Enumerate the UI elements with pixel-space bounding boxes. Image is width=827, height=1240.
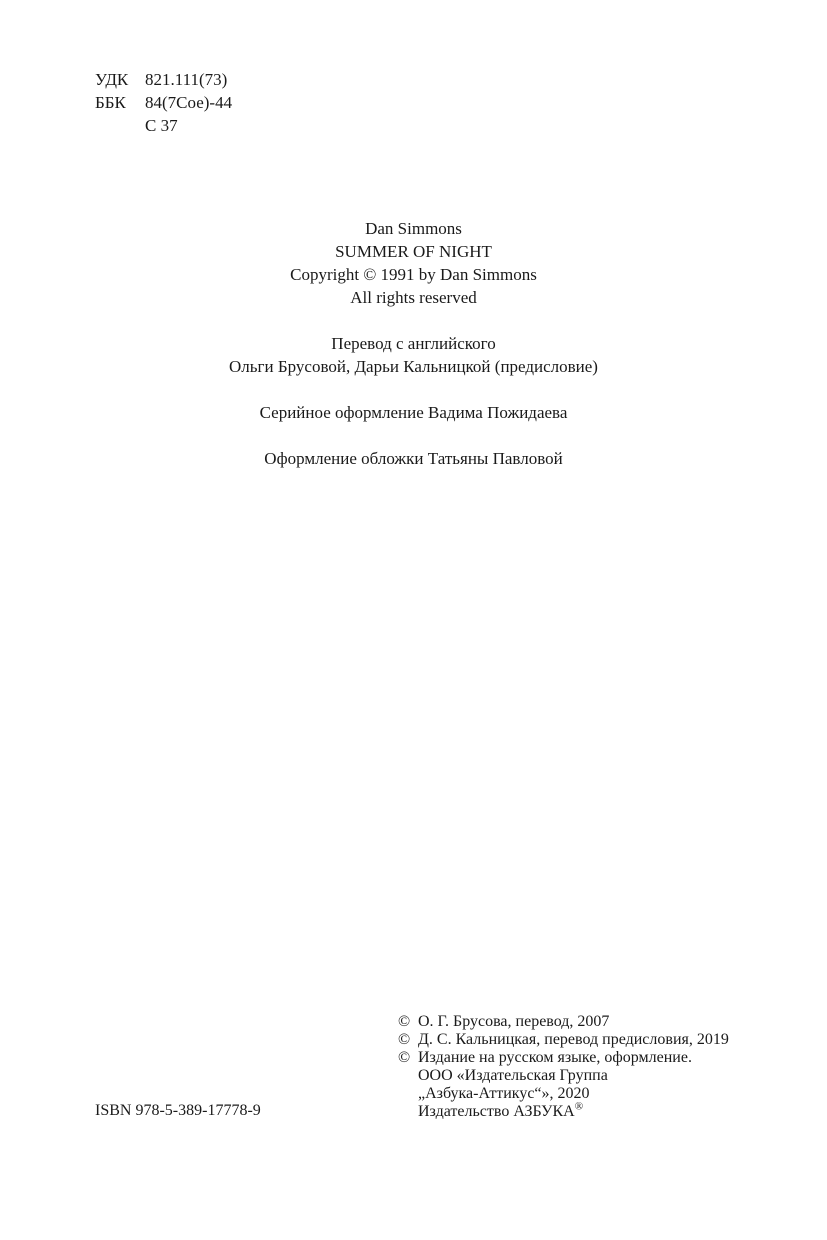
translation-line-1: Перевод с английского [331, 334, 496, 353]
original-author: Dan Simmons [365, 219, 462, 238]
bbk-value: 84(7Сое)-44 [145, 93, 233, 112]
original-title: SUMMER OF NIGHT [335, 242, 492, 261]
notice-row [398, 1049, 729, 1067]
notice-publisher-line-3 [418, 1100, 729, 1121]
author-mark: С 37 [145, 116, 178, 135]
copyright-mark: © [398, 1049, 411, 1066]
isbn: ISBN 978-5-389-17778-9 [95, 1102, 261, 1119]
udk-label: УДК [95, 70, 129, 89]
notice-edition: Издание на русском языке, оформление. [418, 1049, 692, 1066]
udk-value: 821.111(73) [145, 70, 228, 89]
notice-translation: О. Г. Брусова, перевод, 2007 [418, 1013, 610, 1030]
classification-block [95, 68, 232, 137]
series-design-group [0, 401, 827, 424]
notice-row [398, 1013, 729, 1031]
publisher-name: Издательство АЗБУКА [418, 1103, 575, 1120]
translation-group [0, 332, 827, 378]
bbk-row [95, 91, 232, 114]
notice-publisher-line-2: „Азбука-Аттикус“», 2020 [418, 1085, 590, 1102]
copyright-mark: © [398, 1031, 411, 1048]
copyright-notices [398, 1013, 729, 1121]
udk-row [95, 68, 232, 91]
translators: Ольги Брусовой, Дарьи Кальницкой (предисловие) [229, 357, 598, 376]
cover-design: Оформление обложки Татьяны Павловой [264, 449, 563, 468]
credits-block [0, 217, 827, 470]
original-edition-group [0, 217, 827, 309]
notice-preface-translation: Д. С. Кальницкая, перевод предисловия, 2019 [418, 1031, 729, 1048]
copyright-mark: © [398, 1013, 411, 1030]
notice-row [398, 1031, 729, 1049]
cover-design-group [0, 447, 827, 470]
original-copyright: Copyright © 1991 by Dan Simmons [290, 265, 537, 284]
author-mark-row [95, 114, 232, 137]
series-design: Серийное оформление Вадима Пожидаева [259, 403, 568, 422]
registered-mark: ® [574, 1100, 584, 1113]
rights-statement: All rights reserved [350, 288, 477, 307]
notice-publisher-line-1: ООО «Издательская Группа [418, 1067, 608, 1084]
bbk-label: ББК [95, 93, 126, 112]
